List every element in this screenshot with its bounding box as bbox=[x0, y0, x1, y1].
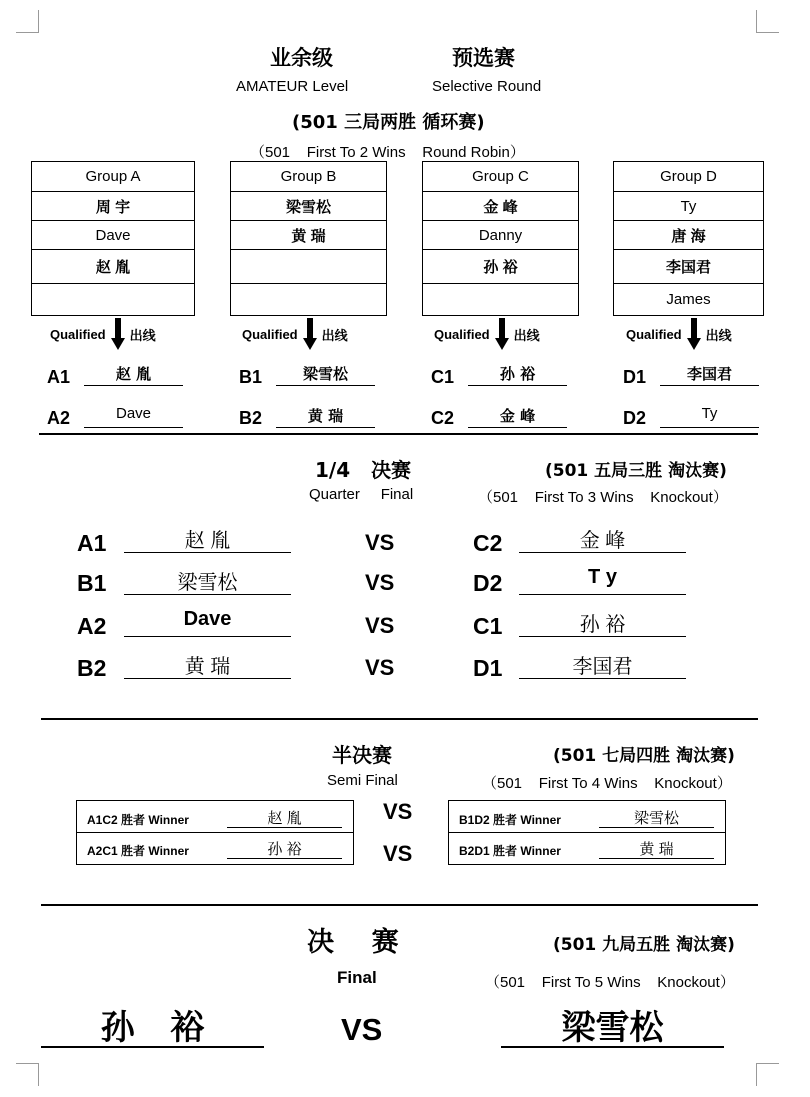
semi-right-box bbox=[448, 800, 726, 865]
group-player: 黄 瑞 bbox=[231, 220, 386, 249]
group-b-table bbox=[230, 161, 387, 316]
vs-label: VS bbox=[383, 799, 413, 824]
quarter-title-cn: 1/4 决赛 bbox=[315, 458, 412, 482]
qualifier-name: 李国君 bbox=[660, 363, 759, 386]
qualified-marker-c bbox=[434, 318, 540, 350]
semi-winner-name: 孙 裕 bbox=[227, 838, 342, 859]
qualified-label-en: Qualified bbox=[50, 326, 106, 342]
match-code: B2 bbox=[77, 655, 107, 681]
qualifier-name: 赵 胤 bbox=[84, 363, 183, 386]
group-player: 唐 海 bbox=[614, 220, 763, 249]
group-player bbox=[32, 283, 194, 315]
semi-format-cn: (501 七局四胜 淘汰赛) bbox=[553, 746, 735, 766]
qualified-label-cn: 出线 bbox=[129, 328, 156, 344]
down-arrow-icon bbox=[688, 318, 700, 350]
qualified-label-cn: 出线 bbox=[321, 328, 348, 344]
qualifier-name: 孙 裕 bbox=[468, 363, 567, 386]
match-player: 黄 瑞 bbox=[124, 650, 291, 679]
group-title: Group C bbox=[472, 168, 529, 185]
semi-winner-name: 梁雪松 bbox=[599, 807, 714, 828]
qualified-label-en: Qualified bbox=[434, 326, 490, 342]
section-divider bbox=[41, 904, 758, 906]
qualifier-code: B2 bbox=[239, 408, 263, 428]
quarter-format-en: （501 First To 3 Wins Knockout） bbox=[478, 489, 728, 506]
group-player bbox=[423, 283, 578, 315]
match-player: 孙 裕 bbox=[519, 608, 686, 637]
group-title: Group A bbox=[85, 168, 141, 185]
match-code: B1 bbox=[77, 570, 107, 596]
down-arrow-icon bbox=[304, 318, 316, 350]
level-title-cn: 业余级 bbox=[270, 46, 333, 70]
qualified-label-cn: 出线 bbox=[705, 328, 732, 344]
group-player bbox=[231, 283, 386, 315]
crop-mark-bottom-left bbox=[16, 1063, 39, 1086]
semi-winner-label: B2D1 胜者 Winner bbox=[459, 844, 561, 858]
qualified-label-en: Qualified bbox=[626, 326, 682, 342]
vs-label: VS bbox=[365, 570, 395, 595]
group-player: 孙 裕 bbox=[423, 249, 578, 283]
qualifier-code: C2 bbox=[431, 408, 455, 428]
qualifier-name: 金 峰 bbox=[468, 405, 567, 428]
down-arrow-icon bbox=[112, 318, 124, 350]
group-title: Group B bbox=[280, 168, 337, 185]
qualified-marker-b bbox=[242, 318, 348, 350]
semi-winner-label: A1C2 胜者 Winner bbox=[87, 813, 189, 827]
group-format-cn: (501 三局两胜 循环赛) bbox=[292, 112, 485, 133]
final-format-en: （501 First To 5 Wins Knockout） bbox=[485, 974, 735, 991]
round-title-cn: 预选赛 bbox=[452, 46, 515, 70]
vs-label: VS bbox=[365, 655, 395, 680]
qualified-marker-a bbox=[50, 318, 156, 350]
match-player: T y bbox=[519, 566, 686, 595]
qualifier-code: B1 bbox=[239, 367, 263, 387]
group-player: Danny bbox=[423, 220, 578, 249]
semi-format-en: （501 First To 4 Wins Knockout） bbox=[482, 775, 732, 792]
qualifier-name: 梁雪松 bbox=[276, 363, 375, 386]
finalist-left: 孙 裕 bbox=[41, 1000, 264, 1048]
group-player: 梁雪松 bbox=[231, 191, 386, 220]
qualified-label-en: Qualified bbox=[242, 326, 298, 342]
qualifier-code: A2 bbox=[47, 408, 71, 428]
semi-title-cn: 半决赛 bbox=[332, 743, 392, 767]
vs-label: VS bbox=[365, 530, 395, 555]
match-code: C1 bbox=[473, 613, 503, 639]
crop-mark-bottom-right bbox=[756, 1063, 779, 1086]
quarter-format-cn: (501 五局三胜 淘汰赛) bbox=[545, 461, 727, 481]
vs-label: VS bbox=[341, 1012, 383, 1047]
match-code: D1 bbox=[473, 655, 503, 681]
match-player: 金 峰 bbox=[519, 524, 686, 553]
group-player: James bbox=[614, 283, 763, 315]
box-divider bbox=[77, 832, 353, 833]
match-code: A2 bbox=[77, 613, 107, 639]
finalist-right: 梁雪松 bbox=[501, 1000, 724, 1048]
group-player: Dave bbox=[32, 220, 194, 249]
qualified-label-cn: 出线 bbox=[513, 328, 540, 344]
group-title: Group D bbox=[660, 168, 717, 185]
semi-winner-name: 黄 瑞 bbox=[599, 838, 714, 859]
match-player: 赵 胤 bbox=[124, 524, 291, 553]
match-player: 梁雪松 bbox=[124, 566, 291, 595]
crop-mark-top-right bbox=[756, 10, 779, 33]
qualifier-code: D2 bbox=[623, 408, 647, 428]
group-player: 赵 胤 bbox=[32, 249, 194, 283]
group-a-table bbox=[31, 161, 195, 316]
group-player: Ty bbox=[614, 191, 763, 220]
section-divider bbox=[39, 433, 758, 435]
qualifier-code: A1 bbox=[47, 367, 71, 387]
group-player: 李国君 bbox=[614, 249, 763, 283]
round-title-en: Selective Round bbox=[432, 78, 542, 95]
group-player bbox=[231, 249, 386, 283]
qualifier-name: 黄 瑞 bbox=[276, 405, 375, 428]
final-format-cn: (501 九局五胜 淘汰赛) bbox=[553, 935, 735, 955]
group-player: 金 峰 bbox=[423, 191, 578, 220]
box-divider bbox=[449, 832, 725, 833]
level-title-en: AMATEUR Level bbox=[236, 78, 349, 95]
match-code: D2 bbox=[473, 570, 503, 596]
semi-winner-label: B1D2 胜者 Winner bbox=[459, 813, 561, 827]
group-c-table bbox=[422, 161, 579, 316]
semi-title-en: Semi Final bbox=[327, 772, 398, 789]
qualifier-name: Dave bbox=[84, 405, 183, 428]
final-title-cn: 决 赛 bbox=[307, 927, 399, 958]
group-player: 周 宇 bbox=[32, 191, 194, 220]
vs-label: VS bbox=[383, 841, 413, 866]
semi-winner-name: 赵 胤 bbox=[227, 807, 342, 828]
qualifier-code: C1 bbox=[431, 367, 455, 387]
group-d-table bbox=[613, 161, 764, 316]
down-arrow-icon bbox=[496, 318, 508, 350]
section-divider bbox=[41, 718, 758, 720]
match-player: Dave bbox=[124, 608, 291, 637]
match-code: A1 bbox=[77, 530, 107, 556]
match-player: 李国君 bbox=[519, 650, 686, 679]
qualifier-code: D1 bbox=[623, 367, 647, 387]
vs-label: VS bbox=[365, 613, 395, 638]
semi-left-box bbox=[76, 800, 354, 865]
final-title-en: Final bbox=[337, 968, 377, 987]
semi-winner-label: A2C1 胜者 Winner bbox=[87, 844, 189, 858]
qualifier-name: Ty bbox=[660, 405, 759, 428]
crop-mark-top-left bbox=[16, 10, 39, 33]
match-code: C2 bbox=[473, 530, 503, 556]
qualified-marker-d bbox=[626, 318, 732, 350]
quarter-title-en: Quarter Final bbox=[309, 486, 414, 503]
group-format-en: （501 First To 2 Wins Round Robin） bbox=[250, 144, 525, 161]
